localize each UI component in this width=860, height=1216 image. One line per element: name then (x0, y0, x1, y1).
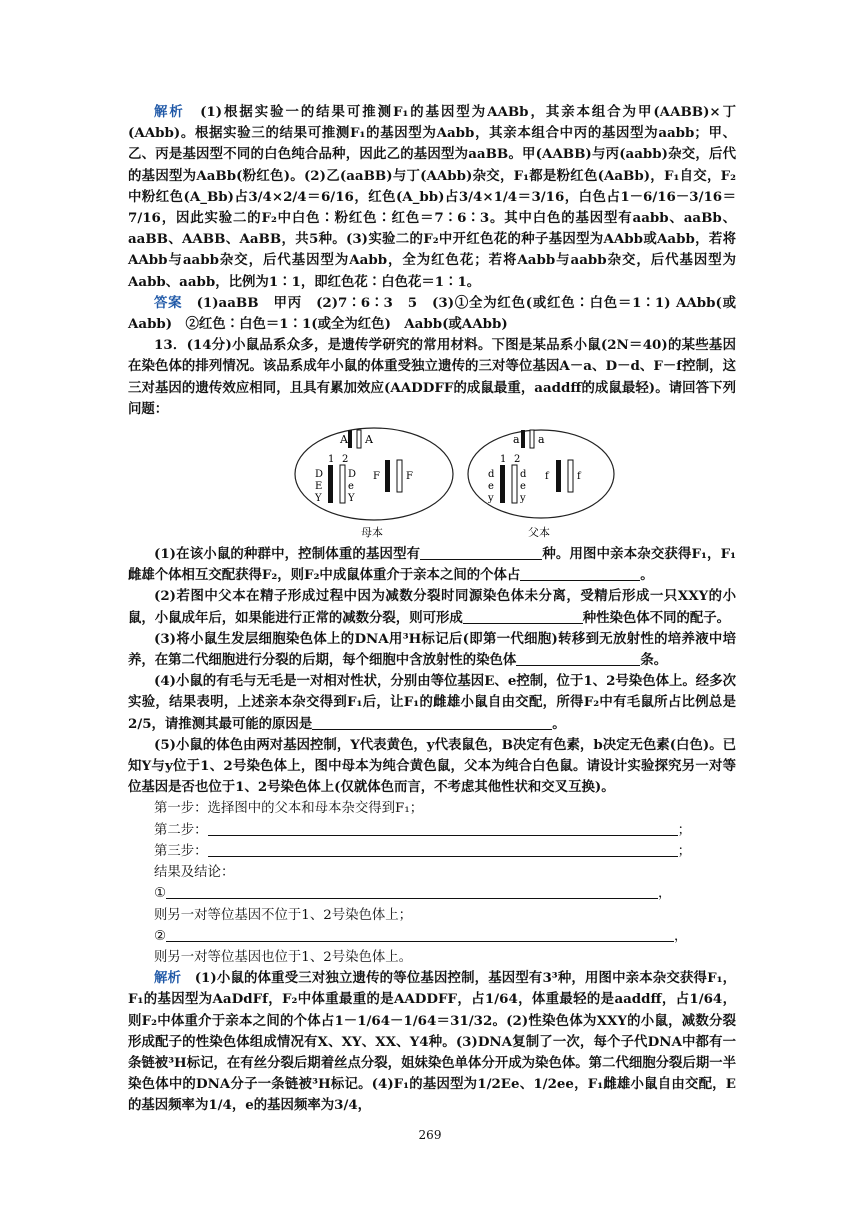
text: ① (154, 886, 167, 902)
chromosome-number: 2 (514, 454, 521, 466)
result-2 (128, 926, 736, 947)
text: 条。 (640, 652, 668, 669)
gene-label: f (577, 471, 581, 483)
result-1 (128, 883, 736, 904)
chromosome (385, 460, 390, 492)
gene-label: A (365, 433, 373, 447)
text: ； (677, 843, 691, 859)
text: (4)小鼠的有毛与无毛是一对相对性状，分别由等位基因E、e控制，位于1、2号染色体上。经多次实验，结果表明，上述亲本杂交得到F₁后，让F₁的雌雄小鼠自由交配，所得F₂中有毛鼠所占比例总是2/5，请推测其最可能的原因是 (128, 673, 736, 732)
text: (1)在该小鼠的种群中，控制体重的基因型有 (154, 546, 421, 563)
results-heading: 结果及结论： (154, 865, 235, 881)
gene-label: y (520, 493, 526, 505)
gene-label: D (348, 469, 357, 481)
chromosome (328, 465, 333, 503)
gene-label: e (488, 481, 494, 493)
answer-blank[interactable] (516, 651, 640, 666)
analysis-paragraph-2 (128, 968, 736, 1116)
answer-blank[interactable] (166, 884, 658, 899)
answer-tag: 答案 (154, 295, 183, 311)
analysis-text: (1)小鼠的体重受三对独立遗传的等位基因控制，基因型有3³种，用图中亲本杂交获得F₁，F₁的基因型为AaDdFf，F₂中体重最重的是AADDFF，占1/64，体重最轻的是aaddff，占1/64，则F₂中体重介于亲本之间的个体占1－1/64－1/64＝31/32。(2)性染色体为XXY的小鼠，减数分裂形成配子的性染色体组成情况有X、XY、XX、Y4种。(3)DNA复制了一次，每个子代DNA中都有一条链被³H标记，在有丝分裂后期着丝点分裂，姐妹染色单体分开成为染色体。第二代细胞分裂后期一半染色体中的DNA分子一条链被³H标记。(4)F₁的基因型为1/2Ee、1/2ee，F₁雌雄小鼠自由交配，E的基因频率为1/4，e的基因频率为3/4， (128, 970, 737, 1114)
chromosome-figure (128, 422, 736, 540)
gene-label: d (488, 469, 495, 481)
text: 。 (552, 715, 566, 732)
question-13-part-1 (128, 544, 736, 586)
chromosome (340, 465, 345, 503)
chromosome (500, 465, 505, 503)
text: 第二步： (154, 822, 208, 838)
chromosome-number: 2 (342, 454, 349, 466)
gene-label: E (315, 481, 323, 493)
analysis-tag: 解析 (154, 105, 185, 120)
mother-label: 母本 (361, 526, 383, 540)
gene-label: F (406, 471, 413, 483)
page-number: 269 (418, 1128, 442, 1142)
step-1: 第一步：选择图中的父本和母本杂交得到F₁； (154, 801, 424, 817)
gene-label: F (373, 471, 380, 483)
text: ， (674, 928, 688, 944)
answer-blank[interactable] (166, 927, 674, 942)
text: ， (658, 886, 672, 902)
chromosome-number: 1 (500, 454, 507, 466)
analysis-paragraph-1 (128, 102, 736, 293)
text: 第三步： (154, 843, 208, 859)
text: (3)将小鼠生发层细胞染色体上的DNA用³H标记后(即第一代细胞)转移到无放射性的培养液中培养，在第二代细胞进行分裂的后期，每个细胞中含放射性的染色体 (128, 630, 736, 669)
chromosome (556, 460, 561, 492)
answer-text: (1)aaBB 甲丙 (2)7∶6∶3 5 (3)①全为红色(或红色∶白色＝1∶1) AAbb(或Aabb) ②红色∶白色＝1∶1(或全为红色) Aabb(或AAbb) (128, 294, 737, 333)
chromosome (568, 460, 573, 492)
page-content (128, 102, 736, 1117)
question-13-part-5: (5)小鼠的体色由两对基因控制，Y代表黄色，y代表鼠色，B决定有色素，b决定无色素(白色)。已知Y与y位于1、2号染色体上，图中母本为纯合黄色鼠，父本为纯合白色鼠。请设计实验探究另一对等位基因是否也位于1、2号染色体上(仅就体色而言，不考虑其他性状和交叉互换)。 (128, 736, 736, 796)
chromosome (397, 460, 402, 492)
answer-blank[interactable] (208, 842, 678, 857)
analysis-tag: 解析 (154, 971, 182, 987)
gene-label: Y (315, 493, 322, 505)
answer-blank[interactable] (420, 545, 542, 560)
gene-label: f (545, 471, 549, 483)
text: 种性染色体不同的配子。 (582, 609, 731, 626)
text: (2)若图中父本在精子形成过程中因为减数分裂时同源染色体未分离，受精后形成一只XXY的小鼠，小鼠成年后，如果能进行正常的减数分裂，则可形成 (128, 588, 736, 626)
chromosome (357, 430, 361, 448)
question-13-part-3 (128, 629, 736, 671)
chromosome (530, 430, 534, 448)
gene-label: a (513, 433, 520, 447)
gene-label: d (520, 469, 527, 481)
question-13-part-2 (128, 586, 736, 628)
gene-label: Y (348, 493, 355, 505)
gene-label: a (538, 433, 545, 447)
answer-blank[interactable] (208, 821, 678, 836)
chromosome (521, 430, 525, 448)
step-3 (128, 841, 736, 862)
chromosome (348, 430, 352, 448)
answer-blank[interactable] (312, 715, 552, 730)
question-13-stem: 13．(14分)小鼠品系众多，是遗传学研究的常用材料。下图是某品系小鼠(2N＝40)的某些基因在染色体的排列情况。该品系成年小鼠的体重受独立遗传的三对等位基因A－a、D－d、F－f控制，这三对基因的遗传效应相同，且具有累加效应(AADDFF的成鼠最重，aaddff的成鼠最轻)。请回答下列问题： (128, 337, 736, 417)
text: 种。用图中亲本杂交获得F₁，F₁雌雄个体相互交配获得F₂，则F₂中成鼠体重介于亲本之间的个体占 (128, 546, 736, 584)
answer-blank[interactable] (520, 566, 640, 581)
analysis-text: (1)根据实验一的结果可推测F₁的基因型为AABb，其亲本组合为甲(AABB)×丁(AAbb)。根据实验三的结果可推测F₁的基因型为Aabb，其亲本组合中丙的基因型为aabb；甲、乙、丙是基因型不同的白色纯合品种，因此乙的基因型为aaBB。甲(AABB)与丙(aabb)杂交，后代的基因型为AaBb(粉红色)。(2)乙(aaBB)与丁(AAbb)杂交，F₁都是粉红色(AaBb)，F₁自交，F₂中粉红色(A_Bb)占3/4×2/4＝6/16，红色(A_bb)占3/4×1/4＝3/16，白色占1－6/16－3/16＝7/16，因此实验二的F₂中白色∶粉红色∶红色＝7∶6∶3。其中白色的基因型有aabb、aaBb、aaBB、AABB、AaBB，共5种。(3)实验二的F₂中开红色花的种子基因型为AAbb或Aabb，若将AAbb与aabb杂交，后代基因型为Aabb，全为红色花；若将Aabb与aabb杂交，后代基因型为Aabb、aabb，比例为1∶1，即红色花∶白色花＝1∶1。 (128, 104, 737, 290)
text: ② (154, 928, 167, 944)
answer-paragraph (128, 293, 736, 335)
gene-label: y (488, 493, 494, 505)
father-label: 父本 (528, 526, 550, 540)
gene-label: D (315, 469, 324, 481)
result-2-conclusion: 则另一对等位基因也位于1、2号染色体上。 (154, 949, 413, 965)
chromosome-number: 1 (328, 454, 335, 466)
step-2 (128, 820, 736, 841)
gene-label: A (340, 433, 348, 447)
chromosome (512, 465, 517, 503)
chromosome-diagram (128, 422, 736, 540)
question-13-part-4 (128, 671, 736, 735)
text: ； (677, 822, 691, 838)
text: 。 (640, 567, 654, 584)
gene-label: e (520, 481, 526, 493)
gene-label: e (348, 481, 354, 493)
answer-blank[interactable] (463, 609, 583, 624)
result-1-conclusion: 则另一对等位基因不位于1、2号染色体上； (154, 907, 413, 923)
